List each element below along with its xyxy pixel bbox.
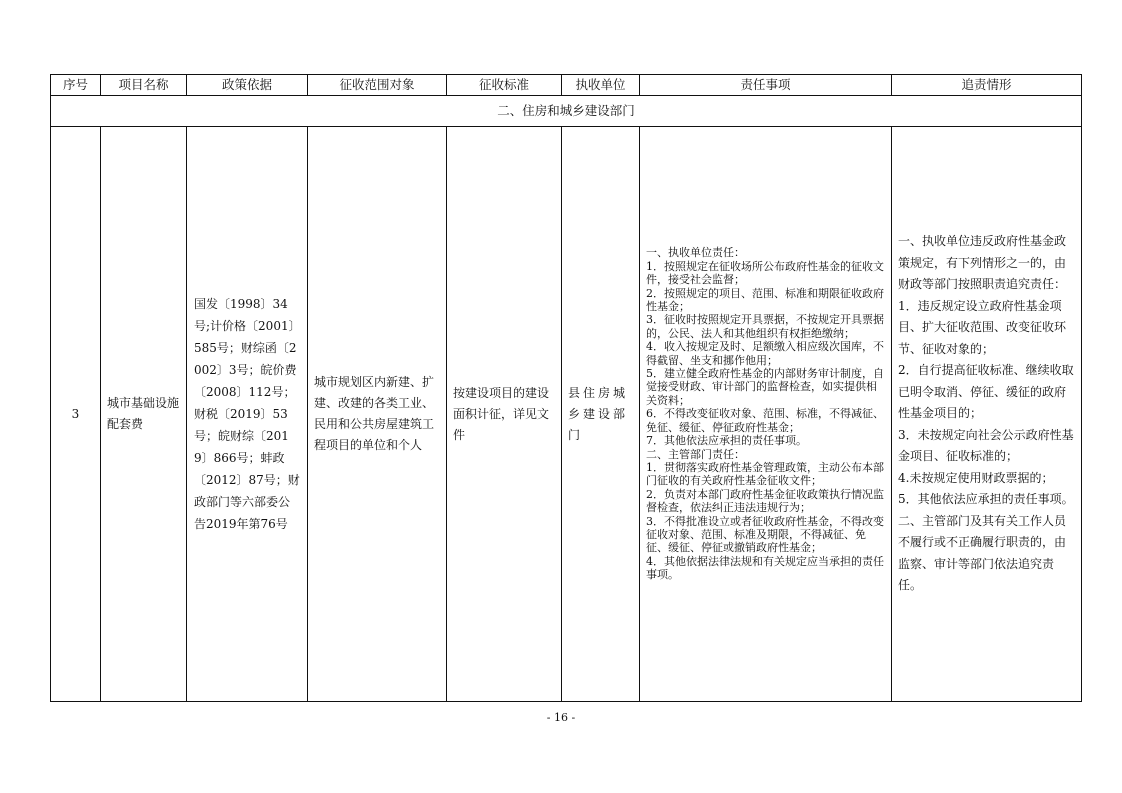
- responsibility-item: 一、执收单位责任：: [646, 246, 745, 260]
- standard-cell: [447, 127, 562, 702]
- responsibility-item: 6．不得改变征收对象、范围、标准，不得减征、免征、缓征、停征政府性基金；: [646, 407, 884, 434]
- responsibility-item: 4．其他依据法律法规和有关规定应当承担的责任事项。: [646, 554, 884, 582]
- accountability-item: 一、执收单位违反政府性基金政策规定，有下列情形之一的，由财政等部门按照职责追究责任：: [898, 234, 1067, 292]
- section-title: 二、住房和城乡建设部门: [51, 96, 1082, 127]
- policy-basis: 国发〔1998〕34号;计价格〔2001〕585号；财综函〔2002〕3号；皖价费〔2008〕112号；财税〔2019〕53号；皖财综〔2019〕866号；蚌政〔2012〕87号；财政部门等六部委公告2019年第76号: [194, 297, 300, 531]
- accountability-item: 4.未按规定使用财政票据的；: [898, 470, 1054, 485]
- accountability-item: 2．自行提高征收标准、继续收取已明令取消、停征、缓征的政府性基金项目的；: [898, 363, 1074, 421]
- accountability-item: 二、主管部门及其有关工作人员不履行或不正确履行职责的，由监察、审计等部门依法追究责任。: [898, 513, 1067, 593]
- responsibility-item: 5．建立健全政府性基金的内部财务审计制度，自觉接受财政、审计部门的监督检查，如实提供相关资料；: [646, 367, 884, 407]
- header-cell-scope: 征收范围对象: [308, 75, 447, 96]
- table-header-row: [51, 75, 1082, 96]
- fee-responsibility-table: [50, 74, 1082, 702]
- responsibility-item: 7．其他依法应承担的责任事项。: [646, 434, 807, 448]
- section-row: [51, 96, 1082, 127]
- responsibility-item: 3．征收时按照规定开具票据，不按规定开具票据的，公民、法人和其他组织有权拒绝缴纳；: [646, 313, 884, 340]
- responsibility-item: 1．按照规定在征收场所公布政府性基金的征收文件，接受社会监督；: [646, 259, 884, 287]
- page-number: - 16 -: [546, 711, 576, 724]
- responsibility-item: 3．不得批准设立或者征收政府性基金，不得改变征收对象、范围、标准及期限，不得减征、免征、缓征、停征或撤销政府性基金；: [646, 514, 884, 555]
- scope-cell: [308, 127, 447, 702]
- row-number: 3: [51, 127, 101, 702]
- policy-basis-cell: [187, 127, 308, 702]
- header-cell-policy-basis: 政策依据: [187, 75, 308, 96]
- accountability-list: [892, 231, 1081, 597]
- responsibilities-list: [640, 246, 891, 581]
- unit-cell: [562, 127, 640, 702]
- responsibility-item: 二、主管部门责任：: [646, 447, 745, 461]
- responsibility-item: 1．贯彻落实政府性基金管理政策，主动公布本部门征收的有关政府性基金征收文件；: [646, 460, 884, 488]
- responsibility-item: 2．按照规定的项目、范围、标准和期限征收政府性基金；: [646, 286, 884, 314]
- responsibility-item: 4．收入按规定及时、足额缴入相应级次国库，不得截留、坐支和挪作他用；: [646, 340, 884, 367]
- header-cell-accountability: 追责情形: [892, 75, 1082, 96]
- accountability-item: 5．其他依法应承担的责任事项。: [898, 492, 1074, 507]
- header-cell-standard: 征收标准: [447, 75, 562, 96]
- project-name: 城市基础设施配套费: [107, 396, 180, 431]
- header-cell-responsibilities: 责任事项: [640, 75, 892, 96]
- responsibility-item: 2．负责对本部门政府性基金征收政策执行情况监督检查，依法纠正违法违规行为；: [646, 487, 884, 515]
- accountability-cell: [892, 127, 1082, 702]
- accountability-item: 3．未按规定向社会公示政府性基金项目、征收标准的；: [898, 427, 1074, 464]
- header-cell-unit: 执收单位: [562, 75, 640, 96]
- unit-text: 县住房城乡建设部门: [568, 385, 629, 442]
- standard-text: 按建设项目的建设面积计征，详见文件: [453, 385, 550, 442]
- header-cell-project-name: 项目名称: [101, 75, 187, 96]
- scope-text: 城市规划区内新建、扩建、改建的各类工业、民用和公共房屋建筑工程项目的单位和个人: [314, 375, 435, 452]
- responsibilities-cell: [640, 127, 892, 702]
- project-name-cell: [101, 127, 187, 702]
- table-row: [51, 127, 1082, 702]
- accountability-item: 1．违反规定设立政府性基金项目、扩大征收范围、改变征收环节、征收对象的；: [898, 298, 1067, 356]
- header-cell-number: 序号: [51, 75, 101, 96]
